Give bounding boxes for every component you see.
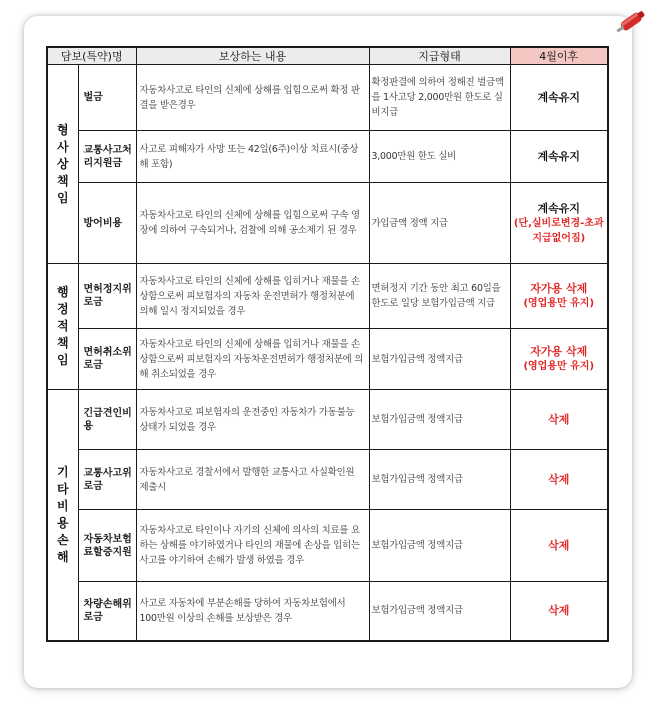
status-main: 계속유지: [537, 150, 580, 163]
header-payment-type: 지급형태: [369, 47, 510, 65]
payment-type: 보험가입금액 정액지급: [369, 510, 510, 582]
coverage-description: 자동차사고로 타인의 신체에 상해를 입히거나 재물을 손상함으로써 피보험자의 자동차 운전면허가 행정처분에 의해 일시 정지되었을 경우: [136, 264, 369, 329]
table-row: [47, 390, 608, 450]
category-char: 상: [56, 156, 69, 171]
status-main: 계속유지: [537, 91, 580, 104]
table-row: [47, 450, 608, 510]
header-after-april: 4월이후: [510, 47, 608, 65]
coverage-name: 방어비용: [78, 183, 136, 264]
status-main: 삭제: [548, 413, 570, 426]
status-note: (단,실비로변경-초과지급없어짐): [513, 217, 604, 244]
category-label: [47, 264, 78, 390]
table-row: [47, 510, 608, 582]
coverage-name: 교통사고위로금: [78, 450, 136, 510]
header-compensation: 보상하는 내용: [136, 47, 369, 65]
category-char: 용: [56, 515, 69, 530]
category-char: 형: [56, 122, 69, 137]
status-main: 계속유지: [537, 201, 580, 215]
payment-type: 보험가입금액 정액지급: [369, 390, 510, 450]
header-row: [47, 47, 608, 65]
after-april-status: [510, 510, 608, 582]
payment-type: 확정판결에 의하여 정해진 벌금액을 1사고당 2,000만원 한도로 실비지급: [369, 65, 510, 131]
insurance-coverage-table: [46, 46, 609, 642]
after-april-status: [510, 450, 608, 510]
category-char: 행: [56, 285, 69, 299]
coverage-description: 사고로 피해자가 사망 또는 42일(6주)이상 치료시(중상해 포함): [136, 131, 369, 183]
table-row: [47, 183, 608, 264]
status-main: 삭제: [548, 473, 570, 486]
coverage-name: 교통사고처리지원금: [78, 131, 136, 183]
payment-type: 보험가입금액 정액지급: [369, 329, 510, 390]
pushpin-icon: [612, 4, 652, 38]
table-row: [47, 65, 608, 131]
after-april-status: [510, 183, 608, 264]
after-april-status: [510, 65, 608, 131]
coverage-description: 자동차사고로 타인이나 자기의 신체에 의사의 치료를 요하는 상해를 야기하였거나 타인의 재물에 손상을 입히는 사고를 야기하여 손해가 발생 하였을 경우: [136, 510, 369, 582]
status-main: 자가용 삭제: [530, 282, 588, 295]
category-char: 손: [56, 532, 69, 547]
category-char: 임: [56, 353, 69, 367]
category-char: 기: [56, 464, 69, 479]
category-char: 해: [56, 549, 69, 564]
status-note: (영업용만 유지): [523, 361, 595, 372]
coverage-description: 자동차사고로 경찰서에서 발행한 교통사고 사실확인원 제출시: [136, 450, 369, 510]
coverage-name: 차량손해위로금: [78, 582, 136, 641]
category-char: 책: [56, 336, 69, 350]
after-april-status: [510, 264, 608, 329]
coverage-description: 자동차사고로 타인의 신체에 상해를 입힘으로써 확정 판결을 받은경우: [136, 65, 369, 131]
table-row: [47, 131, 608, 183]
table-row: [47, 582, 608, 641]
category-char: 정: [56, 302, 69, 316]
coverage-name: 자동차보험료할증지원: [78, 510, 136, 582]
coverage-name: 벌금: [78, 65, 136, 131]
after-april-status: [510, 582, 608, 641]
category-label: [47, 65, 78, 264]
table-row: [47, 264, 608, 329]
category-char: 책: [56, 173, 69, 188]
coverage-description: 사고로 자동차에 부분손해를 당하여 자동차보험에서 100만원 이상의 손해를 보상받은 경우: [136, 582, 369, 641]
category-char: 임: [56, 190, 69, 205]
payment-type: 보험가입금액 정액지급: [369, 582, 510, 641]
after-april-status: [510, 131, 608, 183]
coverage-description: 자동차사고로 타인의 신체에 상해를 입히거나 재물을 손상함으로써 피보험자의 자동차운전면허가 행정처분에 의해 취소되었을 경우: [136, 329, 369, 390]
payment-type: 면허정지 기간 동안 최고 60일을 한도로 일당 보험가입금액 지급: [369, 264, 510, 329]
coverage-name: 면허정지위로금: [78, 264, 136, 329]
category-char: 적: [56, 319, 69, 333]
coverage-name: 긴급견인비용: [78, 390, 136, 450]
payment-type: 보험가입금액 정액지급: [369, 450, 510, 510]
category-char: 사: [56, 139, 69, 154]
status-note: (영업용만 유지): [523, 298, 595, 309]
category-label: [47, 390, 78, 641]
category-char: 타: [56, 481, 69, 496]
table-row: [47, 329, 608, 390]
category-char: 비: [56, 498, 69, 513]
payment-type: 3,000만원 한도 실비: [369, 131, 510, 183]
after-april-status: [510, 329, 608, 390]
status-main: 삭제: [548, 539, 570, 552]
coverage-description: 자동차사고로 피보험자의 운전중인 자동차가 가동불능 상태가 되었을 경우: [136, 390, 369, 450]
header-coverage-name: 담보(특약)명: [47, 47, 136, 65]
status-main: 삭제: [548, 604, 570, 618]
coverage-description: 자동차사고로 타인의 신체에 상해를 입힘으로써 구속 영장에 의하여 구속되거나, 검찰에 의해 공소제기 된 경우: [136, 183, 369, 264]
payment-type: 가입금액 정액 지급: [369, 183, 510, 264]
after-april-status: [510, 390, 608, 450]
status-main: 자가용 삭제: [530, 345, 588, 358]
coverage-name: 면허취소위로금: [78, 329, 136, 390]
